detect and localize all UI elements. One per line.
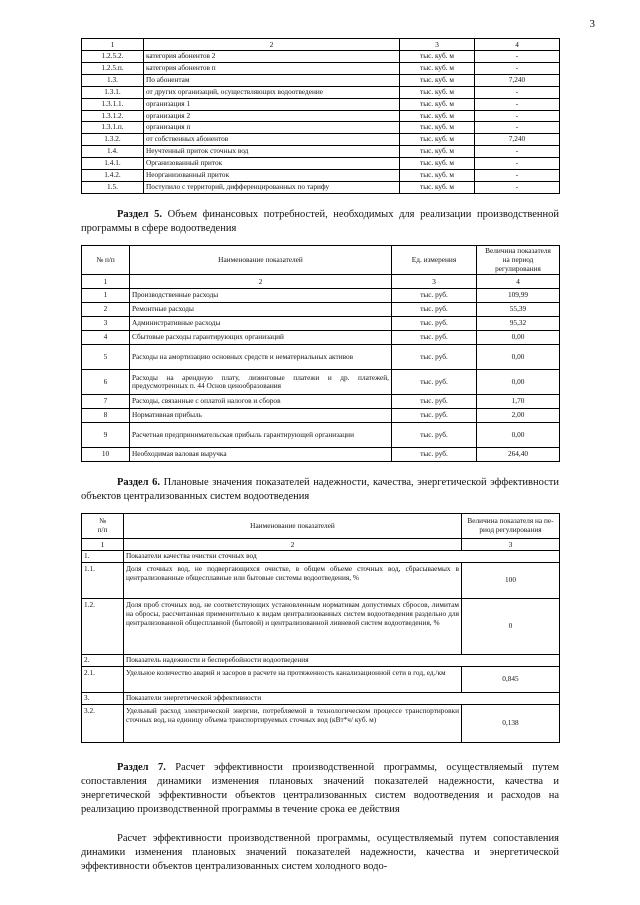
row-number: 1.1. (82, 563, 124, 599)
section5-heading-label: Раздел 5. (117, 208, 163, 220)
table-row (82, 370, 560, 395)
row-number: 2 (82, 303, 130, 317)
row-value: 100 (462, 563, 560, 599)
header-value-line1: Величина показателя на пе- (467, 516, 554, 526)
table-row (82, 134, 560, 146)
volume-table-body (82, 39, 560, 194)
table-row (82, 551, 560, 563)
row-unit: тыс. руб. (392, 395, 477, 409)
row-unit: тыс. куб. м (400, 63, 475, 75)
column-number: 2 (144, 39, 400, 51)
header-value-line2: на период регулирования (495, 254, 541, 273)
row-number: 1.3.1.2. (82, 110, 144, 122)
row-value: 1,70 (477, 395, 560, 409)
header-value (477, 245, 560, 275)
row-value: 0 (462, 599, 560, 655)
row-unit: тыс. куб. м (400, 134, 475, 146)
row-name: Расходы, связанные с оплатой налогов и сборов (130, 395, 392, 409)
row-value: 264,40 (477, 448, 560, 462)
table-row (82, 39, 560, 51)
row-number: 1 (82, 289, 130, 303)
row-value: - (475, 181, 560, 193)
header-value-line1: Величина показателя (485, 245, 551, 255)
section6-heading (81, 476, 559, 504)
row-unit: тыс. руб. (392, 317, 477, 331)
table-row (82, 423, 560, 448)
table-row (82, 655, 560, 667)
column-number: 3 (392, 275, 477, 289)
section5-heading (81, 208, 559, 236)
table-row (82, 110, 560, 122)
column-number: 4 (477, 275, 560, 289)
row-unit: тыс. руб. (392, 448, 477, 462)
header-no (82, 514, 124, 539)
row-name: Сбытовые расходы гарантирующих организаций (130, 331, 392, 345)
section7-heading-label: Раздел 7. (117, 762, 166, 774)
table-row (82, 667, 560, 693)
row-name: Неорганизованный приток (144, 170, 400, 182)
row-value: 109,99 (477, 289, 560, 303)
table-row (82, 409, 560, 423)
header-unit: Ед. измерения (392, 245, 477, 275)
row-number: 1.2. (82, 599, 124, 655)
row-name: Производственные расходы (130, 289, 392, 303)
row-value: - (475, 51, 560, 63)
table-row (82, 345, 560, 370)
row-unit: тыс. куб. м (400, 181, 475, 193)
row-value: 0,00 (477, 345, 560, 370)
row-name: Показатели энергетической эффективности (124, 693, 560, 705)
row-value: 95,32 (477, 317, 560, 331)
section7-heading (81, 761, 559, 817)
row-number: 1.4.1. (82, 158, 144, 170)
row-name: Удельный расход электрической энергии, потребляемой в технологическом процессе транспортировки сточных вод, на единицу объема транспортируемых сточных вод (кВт*ч/ куб. м) (124, 705, 462, 743)
row-number: 5 (82, 345, 130, 370)
row-name: Расчетная предпринимательская прибыль гарантирующей организации (130, 423, 392, 448)
row-number: 8 (82, 409, 130, 423)
row-unit: тыс. руб. (392, 345, 477, 370)
table-row (82, 122, 560, 134)
table-row (82, 539, 560, 551)
header-no: № п/п (82, 245, 130, 275)
row-name: По абонентам (144, 74, 400, 86)
row-name: Расходы на арендную плату, лизинговые платежи и др. платежей, предусмотренных п. 44 Основ ценообразования (130, 370, 392, 395)
row-value: 2,00 (477, 409, 560, 423)
table-header-row (82, 514, 560, 539)
table-row (82, 146, 560, 158)
row-unit: тыс. руб. (392, 370, 477, 395)
row-value: 0,00 (477, 370, 560, 395)
row-number: 1.2.5.2. (82, 51, 144, 63)
row-name: Нормативная прибыль (130, 409, 392, 423)
row-number: 3.2. (82, 705, 124, 743)
row-unit: тыс. куб. м (400, 158, 475, 170)
row-name: Доля сточных вод, не подвергающихся очистке, в общем объеме сточных вод, сбрасываемых в централизованные общесплавные или бытовые системы водоотведения, % (124, 563, 462, 599)
table-row (82, 86, 560, 98)
row-value: - (475, 158, 560, 170)
header-name: Наименование показателей (130, 245, 392, 275)
table-row (82, 705, 560, 743)
row-unit: тыс. куб. м (400, 110, 475, 122)
row-value: 0,00 (477, 423, 560, 448)
row-unit: тыс. куб. м (400, 74, 475, 86)
column-number: 2 (130, 275, 392, 289)
row-name: Расходы на амортизацию основных средств и нематериальных активов (130, 345, 392, 370)
table-row (82, 331, 560, 345)
row-value: - (475, 98, 560, 110)
table-row (82, 289, 560, 303)
table-row (82, 317, 560, 331)
financial-needs-table (81, 245, 560, 463)
row-name: Показатель надежности и бесперебойности водоотведения (124, 655, 560, 667)
row-name: организация п (144, 122, 400, 134)
row-name: организация 1 (144, 98, 400, 110)
row-unit: тыс. куб. м (400, 51, 475, 63)
row-value: - (475, 86, 560, 98)
table-header-row (82, 245, 560, 275)
column-number: 2 (124, 539, 462, 551)
section7-heading-text: Расчет эффективности производственной программы, осуществляемый путем сопоставления динамики изменения плановых значений показателей надежности, качества и энергетической эффективности объектов централизованных систем водоотведения и расходов на реализацию производственной программы в течение срока ее действия (81, 762, 559, 815)
row-number: 7 (82, 395, 130, 409)
table-row (82, 448, 560, 462)
row-unit: тыс. руб. (392, 289, 477, 303)
table-row (82, 51, 560, 63)
table-row (82, 303, 560, 317)
section6-heading-label: Раздел 6. (117, 477, 161, 489)
column-number: 1 (82, 539, 124, 551)
row-unit: тыс. куб. м (400, 86, 475, 98)
table-row (82, 181, 560, 193)
row-value: - (475, 122, 560, 134)
row-name: Необходимая валовая выручка (130, 448, 392, 462)
row-value: - (475, 170, 560, 182)
page-content (81, 38, 559, 874)
row-name: Организованный приток (144, 158, 400, 170)
row-name: от других организаций, осуществляющих водоотведение (144, 86, 400, 98)
row-value: 7,240 (475, 134, 560, 146)
table-row (82, 63, 560, 75)
row-number: 1.3.1.1. (82, 98, 144, 110)
page-number: 3 (589, 18, 595, 30)
volume-table (81, 38, 560, 194)
row-number: 4 (82, 331, 130, 345)
row-number: 1.3.1.п. (82, 122, 144, 134)
row-name: Ремонтные расходы (130, 303, 392, 317)
table-row (82, 395, 560, 409)
table-row (82, 74, 560, 86)
section7-body-paragraph: Расчет эффективности производственной программы, осуществляемый путем сопоставления динамики изменения плановых значений показателей надежности, качества и энергетической эффективности объектов централизованных систем холодного водо- (81, 832, 559, 873)
row-value: 0,00 (477, 331, 560, 345)
row-unit: тыс. руб. (392, 303, 477, 317)
row-unit: тыс. куб. м (400, 170, 475, 182)
row-value: 7,240 (475, 74, 560, 86)
row-number: 1. (82, 551, 124, 563)
row-number: 3. (82, 693, 124, 705)
row-value: - (475, 110, 560, 122)
section6-heading-text: Плановые значения показателей надежности, качества, энергетической эффективности объектов централизованных систем водоотведения (81, 477, 560, 503)
row-number: 2.1. (82, 667, 124, 693)
row-number: 1.3.2. (82, 134, 144, 146)
row-unit: тыс. куб. м (400, 98, 475, 110)
column-number: 3 (400, 39, 475, 51)
planned-indicators-table (81, 513, 560, 743)
row-value: 55,39 (477, 303, 560, 317)
column-number: 4 (475, 39, 560, 51)
table-row (82, 170, 560, 182)
row-value: 0,845 (462, 667, 560, 693)
row-number: 3 (82, 317, 130, 331)
row-unit: тыс. руб. (392, 423, 477, 448)
row-value: 0,138 (462, 705, 560, 743)
row-name: категория абонентов 2 (144, 51, 400, 63)
planned-indicators-table-body (82, 514, 560, 743)
row-value: - (475, 63, 560, 75)
table-row (82, 563, 560, 599)
column-number: 3 (462, 539, 560, 551)
row-number: 6 (82, 370, 130, 395)
row-number: 9 (82, 423, 130, 448)
row-number: 1.5. (82, 181, 144, 193)
table-row (82, 98, 560, 110)
row-name: Поступило с территорий, дифференцированных по тарифу (144, 181, 400, 193)
row-unit: тыс. куб. м (400, 146, 475, 158)
row-number: 2. (82, 655, 124, 667)
row-name: Удельное количество аварий и засоров в расчете на протяженность канализационной сети в год, ед./км (124, 667, 462, 693)
header-value (462, 514, 560, 539)
financial-needs-table-body (82, 245, 560, 462)
row-unit: тыс. куб. м (400, 122, 475, 134)
row-name: категория абонентов п (144, 63, 400, 75)
header-value-line2: риод регулирования (479, 525, 542, 535)
column-number: 1 (82, 275, 130, 289)
row-unit: тыс. руб. (392, 331, 477, 345)
row-unit: тыс. руб. (392, 409, 477, 423)
row-number: 10 (82, 448, 130, 462)
row-number: 1.4.2. (82, 170, 144, 182)
row-number: 1.2.5.п. (82, 63, 144, 75)
header-no-line2: п/п (97, 525, 108, 535)
row-name: Показатели качества очистки сточных вод (124, 551, 560, 563)
row-name: Административные расходы (130, 317, 392, 331)
row-number: 1.3.1. (82, 86, 144, 98)
row-name: Доля проб сточных вод, не соответствующих установленным нормативам допустимых сбросов, лимитам на обросы, рассчитанная применительно к видам централизованных систем водоотведения раздельно для централизованной общесплавной (бытовой) и централизованной ливневой систем водоотведения, % (124, 599, 462, 655)
section5-heading-text: Объем финансовых потребностей, необходимых для реализации производственной программы в сфере водоотведения (81, 208, 559, 234)
header-name: Наименование показателей (124, 514, 462, 539)
row-name: от собственных абонентов (144, 134, 400, 146)
header-no-line1: № (99, 516, 106, 526)
column-number: 1 (82, 39, 144, 51)
row-name: Неучтенный приток сточных вод (144, 146, 400, 158)
table-row (82, 275, 560, 289)
row-name: организация 2 (144, 110, 400, 122)
row-value: - (475, 146, 560, 158)
row-number: 1.4. (82, 146, 144, 158)
table-row (82, 158, 560, 170)
row-number: 1.3. (82, 74, 144, 86)
table-row (82, 693, 560, 705)
table-row (82, 599, 560, 655)
